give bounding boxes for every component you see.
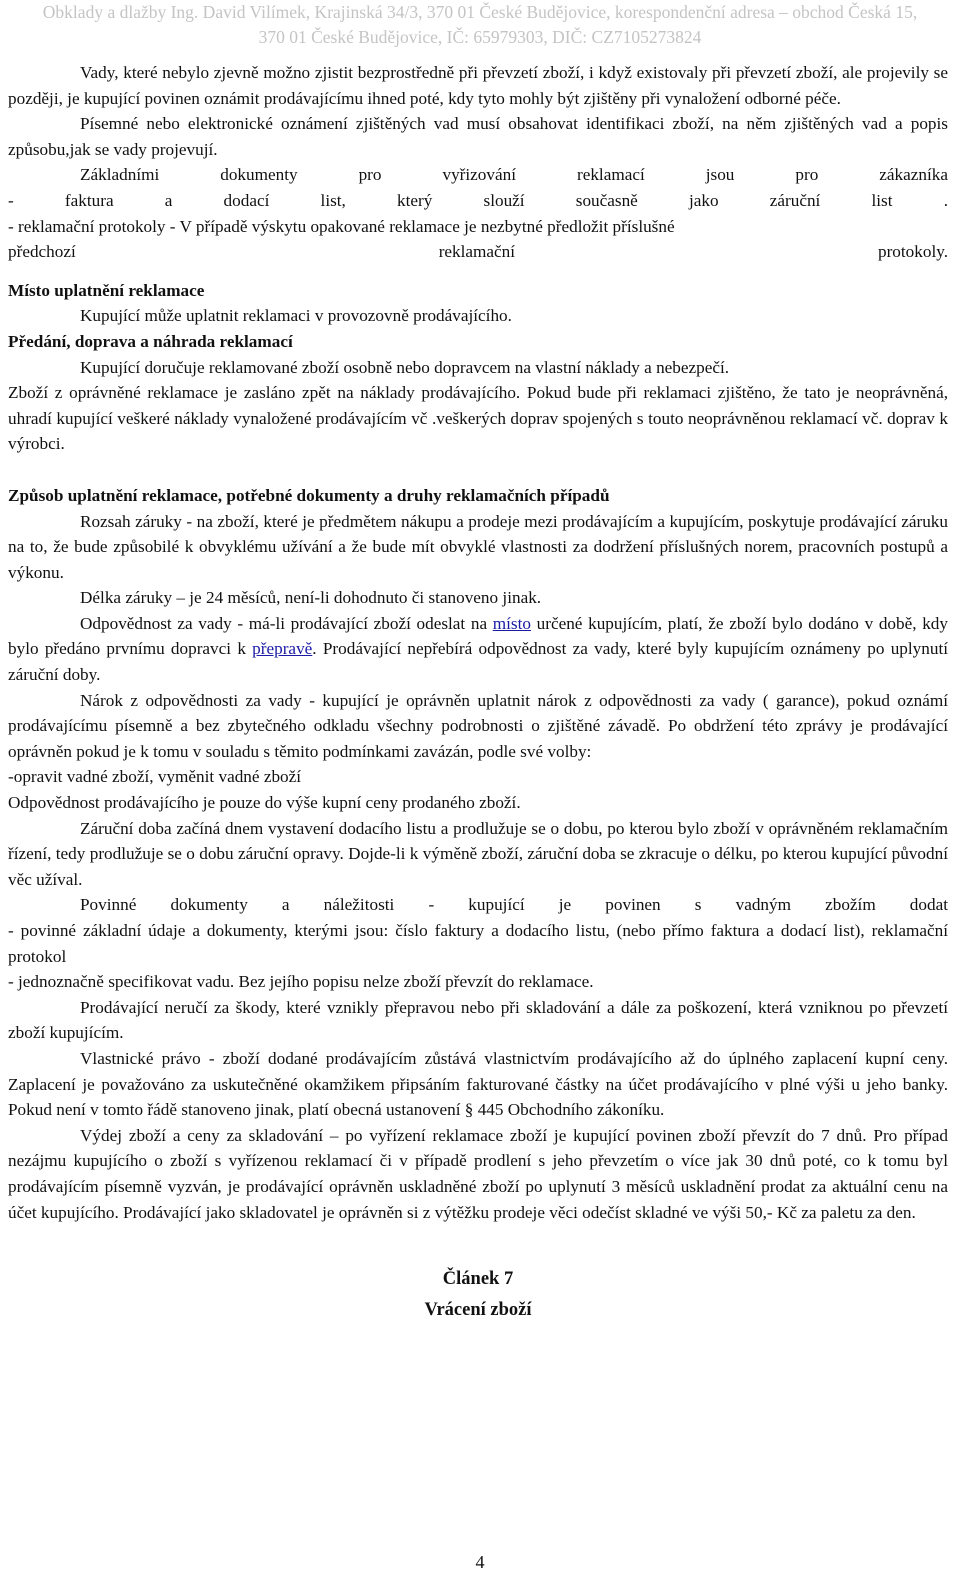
text-span: . Prodávající nepřebírá odpovědnost za vady, které byly kupujícím oznámeny po uplynutí záruční doby.	[8, 639, 948, 685]
paragraph-required-docs: - povinné základní údaje a dokumenty, kterými jsou: číslo faktury a dodacího listu, (nebo přímo faktura a dodací list), reklamační protokol	[8, 921, 948, 966]
header-line-1: Obklady a dlažby Ing. David Vilímek, Krajinská 34/3, 370 01 České Budějovice, korespondenční adresa – obchod Česká 15,	[42, 2, 918, 22]
paragraph-transport-1: Kupující doručuje reklamované zboží osobně nebo dopravcem na vlastní náklady a nebezpečí.	[80, 357, 730, 377]
heading-claim-method: Způsob uplatnění reklamace, potřebné dokumenty a druhy reklamačních případů	[8, 485, 610, 505]
paragraph-documents-line-1: Základními dokumenty pro vyřizování reklamací jsou pro zákazníka	[80, 165, 948, 185]
text-span: Odpovědnost za vady - má-li prodávající zboží odeslat na	[80, 613, 493, 633]
spacer	[8, 265, 948, 278]
paragraph-documents-line-2: - faktura a dodací list, který slouží současně jako záruční list .	[8, 190, 948, 210]
link-preprava[interactable]: přepravě	[252, 639, 313, 659]
paragraph-warranty-scope: Rozsah záruky - na zboží, které je předmětem nákupu a prodeje mezi prodávajícím a kupujícím, poskytuje prodávající záruku na to, že bude způsobilé k obvyklému užívání a že bude mít obvyklé vlastnosti za dodržení příslušných norem, pracovních postupů a výkonu.	[8, 511, 948, 582]
spacer	[8, 457, 948, 483]
article-number: Článek 7	[442, 1269, 514, 1290]
paragraph-options: -opravit vadné zboží, vyměnit vadné zboží	[8, 767, 302, 787]
heading-transport: Předání, doprava a náhrada reklamací	[8, 331, 293, 351]
heading-place-of-claim: Místo uplatnění reklamace	[8, 280, 205, 300]
paragraph-storage: Výdej zboží a ceny za skladování – po vyřízení reklamace zboží je kupující povinen zboží převzít do 7 dnů. Pro případ nezájmu kupujícího o zboží s vyřízenou reklamací či v případě prodlení s jeho převzetím o více jak 30 dnů poté, co k tomu byl prodávajícím písemně vyzván, je prodávající oprávněn uskladněné zboží po uplynutí 3 měsíců uskladnění prodat za aktuální cenu na účet kupujícího. Prodávající jako skladovatel je oprávněn si z výtěžku prodeje věci odečíst skladné ve výši 50,- Kč za paletu za den.	[8, 1125, 948, 1222]
page-number: 4	[475, 1552, 485, 1572]
document-body	[8, 60, 948, 1326]
paragraph-claim-right: Nárok z odpovědnosti za vady - kupující je oprávněn uplatnit nárok z odpovědnosti za vady ( garance), pokud oznámí prodávajícímu písemně a bez zbytečného odkladu všechny podrobnosti o zjištěné závadě. Po obdržení této zprávy je prodávající oprávněn pokud je k tomu v souladu s těmito podmínkami zavázán, podle své volby:	[8, 690, 948, 761]
header-line-2: 370 01 České Budějovice, IČ: 65979303, DIČ: CZ7105273824	[258, 27, 702, 47]
spacer	[8, 1251, 948, 1264]
paragraph-transport-2: Zboží z oprávněné reklamace je zasláno zpět na náklady prodávajícího. Pokud bude při reklamaci zjištěno, že tato je neoprávněná, uhradí kupující veškeré náklady vynaložené prodávajícím vč .veškerých doprav spojených s touto neoprávněnou reklamací vč. doprav k výrobci.	[8, 383, 948, 454]
paragraph-documents-line-3: - reklamační protokoly - V případě výskytu opakované reklamace je nezbytné předložit příslušné	[8, 216, 675, 236]
paragraph-liability-limit: Odpovědnost prodávajícího je pouze do výše kupní ceny prodaného zboží.	[8, 793, 521, 813]
article-title: Vrácení zboží	[424, 1300, 532, 1321]
paragraph-hidden-defects: Vady, které nebylo zjevně možno zjistit bezprostředně při převzetí zboží, i když existovaly při převzetí zboží, ale projevily se později, je kupující povinen oznámit prodávajícímu ihned poté, kdy tyto mohly být zjištěny při vynaložení odborné péče.	[8, 63, 948, 108]
paragraph-warranty-length: Délka záruky – je 24 měsíců, není-li dohodnuto či stanoveno jinak.	[80, 588, 542, 608]
paragraph-place-of-claim: Kupující může uplatnit reklamaci v provozovně prodávajícího.	[80, 306, 512, 326]
paragraph-liability	[8, 611, 948, 688]
paragraph-ownership: Vlastnické právo - zboží dodané prodávajícím zůstává vlastnictvím prodávajícího až do úplného zaplacení kupní ceny. Zaplacení je považováno za uskutečněné okamžikem připsáním fakturované částky na účet prodávajícího v plné výši u jeho banky. Pokud není v tomto řádě stanoveno jinak, platí obecná ustanovení § 445 Obchodního zákoníku.	[8, 1048, 948, 1120]
paragraph-documents-line-4: předchozí reklamační protokoly.	[8, 242, 948, 262]
text-span: určené kupujícím, platí, že zboží bylo dodáno v době, kdy bylo předáno prvnímu dopravci k	[8, 613, 948, 659]
paragraph-warranty-period: Záruční doba začíná dnem vystavení dodacího listu a prodlužuje se o dobu, po kterou bylo zboží v oprávněném reklamačním řízení, tedy prodlužuje se o dobu záruční opravy. Dojde-li k výměně zboží, záruční doba se zkracuje o délku, po kterou kupující původní věc užíval.	[8, 818, 948, 889]
page-header	[0, 0, 960, 50]
link-misto[interactable]: místo	[492, 613, 531, 633]
spacer	[8, 1225, 948, 1251]
paragraph-damage: Prodávající neručí za škody, které vznikly přepravou nebo při skladování a dále za poškození, která vzniknou po převzetí zboží kupujícím.	[8, 997, 948, 1043]
paragraph-specify-defect: - jednoznačně specifikovat vadu. Bez jejího popisu nelze zboží převzít do reklamace.	[8, 972, 594, 992]
paragraph-notification: Písemné nebo elektronické oznámení zjištěných vad musí obsahovat identifikaci zboží, na něm zjištěných vad a popis způsobu,jak se vady projevují.	[8, 114, 948, 159]
paragraph-required-docs-line-1: Povinné dokumenty a náležitosti - kupující je povinen s vadným zbožím dodat	[80, 895, 948, 915]
